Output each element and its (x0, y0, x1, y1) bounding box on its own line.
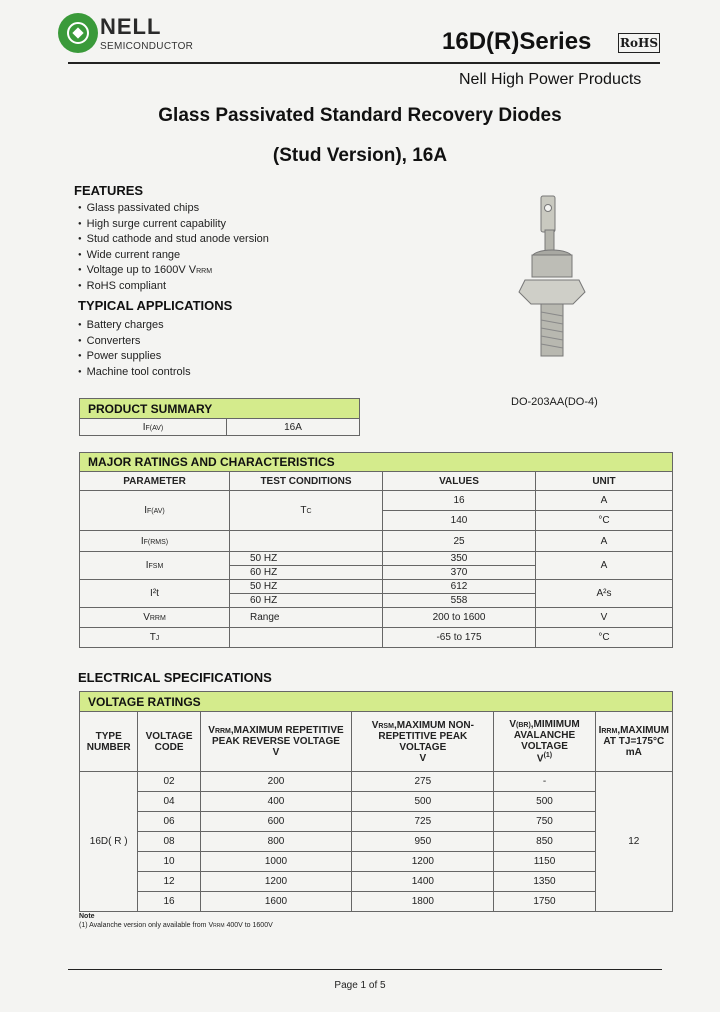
table-cell: 612 (383, 580, 536, 594)
series-title: 16D(R)Series (442, 28, 592, 55)
table-cell: 1000 (200, 852, 352, 872)
table-cell: -65 to 175 (383, 628, 536, 648)
table-cell: A (536, 491, 673, 511)
table-cell: 10 (138, 852, 200, 872)
table-cell: 06 (138, 812, 200, 832)
table-cell: 275 (352, 772, 494, 792)
column-header: VOLTAGE CODE (138, 712, 200, 772)
table-cell: 08 (138, 832, 200, 852)
table-cell: A²s (536, 580, 673, 608)
column-header: V(BR),MIMIMUM AVALANCHE VOLTAGE $V^{(1)}$ (494, 712, 595, 772)
table-cell: 50 HZ (230, 552, 383, 566)
diode-package-image (505, 192, 605, 367)
brand-subtitle: SEMICONDUCTOR (100, 41, 194, 52)
voltage-ratings-heading: VOLTAGE RATINGS (80, 692, 673, 712)
table-cell: 1750 (494, 892, 595, 912)
major-ratings-heading: MAJOR RATINGS AND CHARACTERISTICS (80, 453, 673, 472)
list-item: ● Wide current range (78, 248, 269, 264)
note-text: (1) Avalanche version only available from VRRM 400V to 1600V (79, 922, 273, 929)
list-item: ● Power supplies (78, 349, 191, 365)
table-cell: 60 HZ (230, 566, 383, 580)
applications-heading: TYPICAL APPLICATIONS (78, 298, 233, 313)
table-cell: 950 (352, 832, 494, 852)
table-cell: A (536, 552, 673, 580)
document-subtitle: (Stud Version), 16A (272, 145, 448, 166)
product-summary-table (79, 398, 360, 436)
column-header: VALUES (383, 472, 536, 491)
table-cell: 1800 (352, 892, 494, 912)
table-cell: 500 (494, 792, 595, 812)
table-cell: 1400 (352, 872, 494, 892)
voltage-ratings-table (79, 691, 673, 912)
footer-divider (68, 969, 662, 970)
applications-list (78, 318, 191, 380)
table-cell: °C (536, 511, 673, 531)
table-cell: 400 (200, 792, 352, 812)
table-cell: °C (536, 628, 673, 648)
table-cell: 725 (352, 812, 494, 832)
column-header: IRRM,MAXIMUM AT TJ=175°C mA (595, 712, 672, 772)
table-cell (230, 628, 383, 648)
table-cell: A (536, 531, 673, 552)
column-header: TYPE NUMBER (80, 712, 138, 772)
list-item: ● Battery charges (78, 318, 191, 334)
list-item: ● Voltage up to 1600V VRRM (78, 263, 269, 279)
list-item: ● Glass passivated chips (78, 201, 269, 217)
header-divider (68, 62, 660, 64)
table-cell: 16D( R ) (80, 772, 138, 912)
table-row (80, 852, 673, 872)
features-heading: FEATURES (74, 183, 144, 198)
table-cell: VRRM (80, 608, 230, 628)
major-ratings-table (79, 452, 673, 648)
brand-name: NELL (100, 14, 162, 39)
electrical-specs-heading: ELECTRICAL SPECIFICATIONS (78, 670, 272, 685)
table-cell (230, 531, 383, 552)
table-cell: TC (230, 491, 383, 531)
table-cell: 140 (383, 511, 536, 531)
table-cell: IF(AV) (80, 491, 230, 531)
rohs-badge: RoHS (618, 33, 660, 53)
table-cell: 200 to 1600 (383, 608, 536, 628)
table-cell: 1150 (494, 852, 595, 872)
note-label: Note (79, 913, 95, 920)
table-cell: 500 (352, 792, 494, 812)
table-cell: 12 (595, 772, 672, 912)
table-row (80, 792, 673, 812)
table-cell: 850 (494, 832, 595, 852)
column-header: TEST CONDITIONS (230, 472, 383, 491)
column-header: UNIT (536, 472, 673, 491)
table-cell: 200 (200, 772, 352, 792)
tagline: Nell High Power Products (459, 71, 642, 88)
list-item: ● High surge current capability (78, 217, 269, 233)
table-cell: 1200 (200, 872, 352, 892)
table-row (80, 892, 673, 912)
document-title: Glass Passivated Standard Recovery Diodes (158, 105, 562, 126)
table-cell: IF(RMS) (80, 531, 230, 552)
page-number: Page 1 of 5 (334, 980, 386, 991)
table-cell: I²t (80, 580, 230, 608)
table-cell: - (494, 772, 595, 792)
table-cell: 25 (383, 531, 536, 552)
package-label: DO-203AA(DO-4) (511, 396, 598, 408)
list-item: ● Machine tool controls (78, 365, 191, 381)
table-cell: IFSM (80, 552, 230, 580)
table-row (80, 872, 673, 892)
column-header: VRRM,MAXIMUM REPETITIVE PEAK REVERSE VOLTAGE V (200, 712, 352, 772)
table-cell: 750 (494, 812, 595, 832)
table-cell: 558 (383, 594, 536, 608)
column-header: VRSM,MAXIMUM NON-REPETITIVE PEAK VOLTAGE V (352, 712, 494, 772)
list-item: ● Converters (78, 334, 191, 350)
table-cell: 16 (138, 892, 200, 912)
list-item: ● Stud cathode and stud anode version (78, 232, 269, 248)
table-cell: 12 (138, 872, 200, 892)
table-cell: IF(AV) (80, 419, 227, 436)
table-row (80, 832, 673, 852)
list-item: ● RoHS compliant (78, 279, 269, 295)
features-list (78, 201, 269, 294)
table-cell: 1600 (200, 892, 352, 912)
table-cell: 1200 (352, 852, 494, 872)
table-cell: 02 (138, 772, 200, 792)
table-row (80, 772, 673, 792)
table-cell: Range (230, 608, 383, 628)
product-summary-heading: PRODUCT SUMMARY (80, 399, 360, 419)
table-cell: 1350 (494, 872, 595, 892)
table-cell: V (536, 608, 673, 628)
nell-logo-icon (58, 13, 98, 53)
table-cell: 16 (383, 491, 536, 511)
table-cell: 04 (138, 792, 200, 812)
table-row (80, 812, 673, 832)
table-cell: 16A (227, 419, 360, 436)
column-header: PARAMETER (80, 472, 230, 491)
table-cell: 800 (200, 832, 352, 852)
table-cell: 350 (383, 552, 536, 566)
table-cell: 60 HZ (230, 594, 383, 608)
table-cell: 370 (383, 566, 536, 580)
table-cell: TJ (80, 628, 230, 648)
table-cell: 50 HZ (230, 580, 383, 594)
table-cell: 600 (200, 812, 352, 832)
